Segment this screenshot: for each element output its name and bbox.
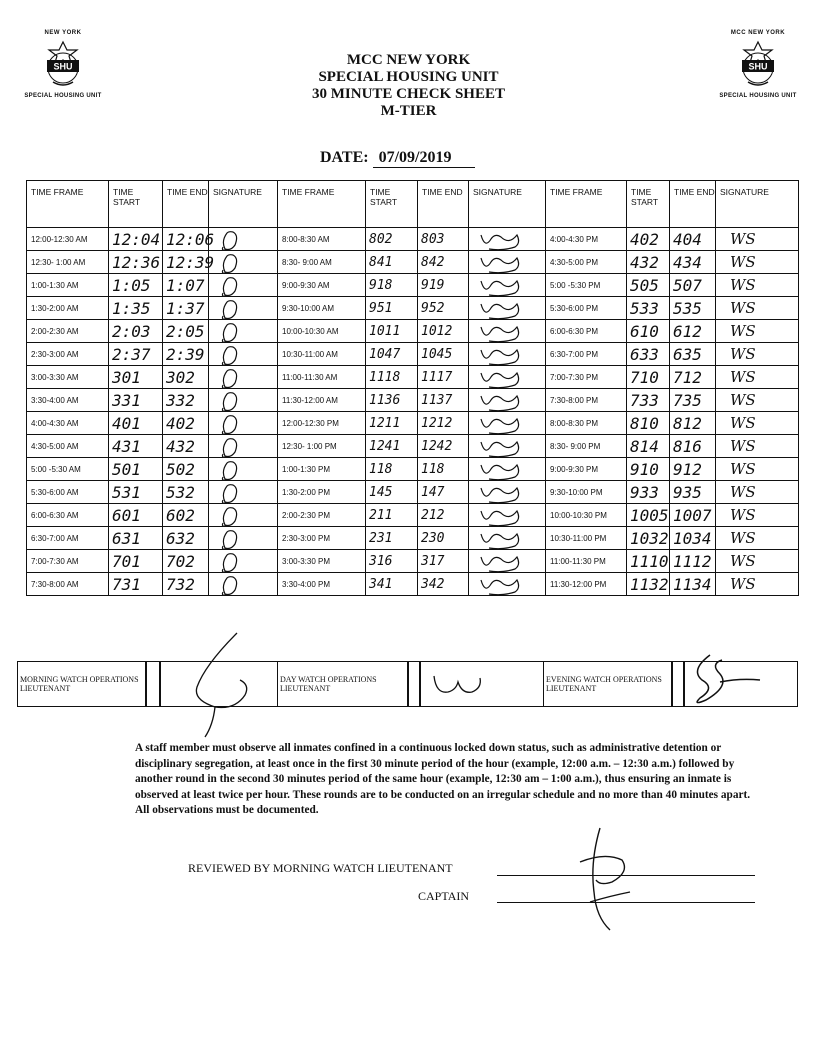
initial-scribble-icon [217,505,247,526]
day-time-end[interactable]: 803 [418,228,469,251]
morning-time-frame: 1:00-1:30 AM [27,274,109,297]
morning-signature-cell[interactable] [209,527,278,550]
evening-time-start[interactable]: 933 [627,481,670,504]
table-row [27,320,799,343]
evening-signature-cell[interactable]: WS [716,550,799,573]
col-header-start: TIME START [109,181,163,228]
table-row [27,412,799,435]
col-header-frame: TIME FRAME [27,181,109,228]
evening-signature-cell[interactable]: WS [716,366,799,389]
morning-time-frame: 6:30-7:00 AM [27,527,109,550]
morning-signature-cell[interactable] [209,366,278,389]
evening-time-end[interactable]: 434 [670,251,716,274]
day-time-start[interactable]: 951 [366,297,418,320]
day-time-frame: 9:30-10:00 AM [278,297,366,320]
logo-right-top-text: MCC NEW YORK [730,30,786,36]
signature-scribble-icon [477,252,525,273]
evening-time-frame: 8:30- 9:00 PM [546,435,627,458]
reviewer-signature-icon [560,822,640,937]
initial-scribble-icon [217,298,247,319]
day-time-start[interactable]: 1011 [366,320,418,343]
morning-time-frame: 2:30-3:00 AM [27,343,109,366]
evening-time-end[interactable]: 507 [670,274,716,297]
morning-time-end[interactable]: 432 [163,435,209,458]
col-header-signature: SIGNATURE [209,181,278,228]
evening-signature-cell[interactable]: WS [716,504,799,527]
signature-scribble-icon [477,505,525,526]
evening-time-end[interactable]: 1034 [670,527,716,550]
morning-signature-cell[interactable] [209,343,278,366]
morning-time-end[interactable]: 332 [163,389,209,412]
day-signature-cell[interactable] [469,458,546,481]
morning-time-start[interactable]: 731 [109,573,163,596]
evening-time-end[interactable]: 1134 [670,573,716,596]
day-time-end[interactable]: 952 [418,297,469,320]
evening-signature-cell[interactable]: WS [716,389,799,412]
day-signature-cell[interactable] [469,435,546,458]
morning-time-start[interactable]: 401 [109,412,163,435]
table-row [27,550,799,573]
day-time-frame: 1:00-1:30 PM [278,458,366,481]
table-row [27,573,799,596]
morning-time-frame: 3:30-4:00 AM [27,389,109,412]
signature-scribble-icon [477,436,525,457]
evening-time-end[interactable]: 1007 [670,504,716,527]
day-time-frame: 2:30-3:00 PM [278,527,366,550]
morning-time-end[interactable]: 402 [163,412,209,435]
evening-time-end[interactable]: 735 [670,389,716,412]
day-time-start[interactable]: 316 [366,550,418,573]
evening-time-start[interactable]: 1005 [627,504,670,527]
day-time-end[interactable]: 230 [418,527,469,550]
initial-scribble-icon [217,528,247,549]
evening-time-frame: 6:30-7:00 PM [546,343,627,366]
initial-scribble-icon [217,436,247,457]
evening-time-end[interactable]: 635 [670,343,716,366]
initial-scribble-icon [217,252,247,273]
evening-time-frame: 9:30-10:00 PM [546,481,627,504]
evening-signature-cell[interactable]: WS [716,458,799,481]
evening-time-end[interactable]: 912 [670,458,716,481]
morning-signature-cell[interactable] [209,573,278,596]
evening-signature-cell[interactable]: WS [716,297,799,320]
morning-time-start[interactable]: 701 [109,550,163,573]
day-signature-cell[interactable] [469,320,546,343]
evening-time-start[interactable]: 432 [627,251,670,274]
evening-time-start[interactable]: 910 [627,458,670,481]
morning-time-start[interactable]: 1:05 [109,274,163,297]
day-signature-cell[interactable] [469,228,546,251]
evening-signature-cell[interactable]: WS [716,573,799,596]
day-time-frame: 11:00-11:30 AM [278,366,366,389]
reviewed-by-label: REVIEWED BY MORNING WATCH LIEUTENANT [188,861,453,875]
day-time-frame: 3:30-4:00 PM [278,573,366,596]
evening-time-end[interactable]: 404 [670,228,716,251]
day-signature-cell[interactable] [469,412,546,435]
initial-scribble-icon [217,321,247,342]
morning-time-start[interactable]: 2:37 [109,343,163,366]
day-time-end[interactable]: 1117 [418,366,469,389]
signature-scribble-icon [477,390,525,411]
morning-time-start[interactable]: 12:04 [109,228,163,251]
logo-right-emblem-text: SHU [748,61,768,72]
evening-lieutenant-signature-icon [680,650,770,710]
evening-time-start[interactable]: 633 [627,343,670,366]
morning-signature-cell[interactable] [209,274,278,297]
morning-time-frame: 4:00-4:30 AM [27,412,109,435]
evening-time-start[interactable]: 1032 [627,527,670,550]
evening-time-end[interactable]: 812 [670,412,716,435]
instructions-paragraph: A staff member must observe all inmates confined in a continuous locked down status, such as administrative detention or disciplinary segregation, at least once in the first 30 minute period of the hour (example, 12:00 a.m. – 12:30 a.m.) followed by another round in the second 30 minutes period of the same hour (example, 12:30 am – 1:00 a.m.), thus ensuring an inmate is observed at least twice per hour. These rounds are to be conducted on an irregular schedule and no more than 40 minutes apart. All observations must be documented. [135,742,751,816]
morning-time-end[interactable]: 12:39 [163,251,209,274]
table-row [27,435,799,458]
day-time-end[interactable]: 118 [418,458,469,481]
initial-scribble-icon [217,367,247,388]
day-time-start[interactable]: 1118 [366,366,418,389]
day-time-frame: 10:30-11:00 AM [278,343,366,366]
day-time-frame: 12:30- 1:00 PM [278,435,366,458]
evening-watch-label: EVENING WATCH OPERATIONS LIEUTENANT [544,662,672,707]
morning-time-end[interactable]: 12:06 [163,228,209,251]
signature-scribble-icon [477,344,525,365]
evening-time-start[interactable]: 505 [627,274,670,297]
morning-time-end[interactable]: 632 [163,527,209,550]
col-header-signature: SIGNATURE [469,181,546,228]
morning-time-frame: 3:00-3:30 AM [27,366,109,389]
morning-signature-cell[interactable] [209,458,278,481]
morning-time-frame: 7:00-7:30 AM [27,550,109,573]
sheet-header [0,52,817,120]
evening-time-start[interactable]: 810 [627,412,670,435]
evening-time-start[interactable]: 610 [627,320,670,343]
date-label: DATE: [320,149,369,166]
morning-signature-cell[interactable] [209,481,278,504]
header-tier: M-TIER [380,103,437,119]
evening-signature-cell[interactable]: WS [716,527,799,550]
signature-scribble-icon [477,528,525,549]
header-line-2: SPECIAL HOUSING UNIT [318,69,499,85]
evening-signature-cell[interactable]: WS [716,251,799,274]
check-sheet-table [26,180,799,596]
morning-time-frame: 5:00 -5:30 AM [27,458,109,481]
morning-time-start[interactable]: 12:36 [109,251,163,274]
evening-time-frame: 10:00-10:30 PM [546,504,627,527]
initial-scribble-icon [217,574,247,595]
morning-signature-cell[interactable] [209,504,278,527]
evening-time-end[interactable]: 1112 [670,550,716,573]
evening-time-start[interactable]: 710 [627,366,670,389]
table-row [27,481,799,504]
day-time-end[interactable]: 1137 [418,389,469,412]
morning-time-frame: 7:30-8:00 AM [27,573,109,596]
signature-scribble-icon [477,321,525,342]
signature-scribble-icon [477,367,525,388]
day-signature-cell[interactable] [469,389,546,412]
day-time-start[interactable]: 1211 [366,412,418,435]
evening-time-end[interactable]: 612 [670,320,716,343]
evening-time-frame: 11:30-12:00 PM [546,573,627,596]
evening-time-start[interactable]: 402 [627,228,670,251]
morning-time-start[interactable]: 2:03 [109,320,163,343]
morning-time-frame: 12:00-12:30 AM [27,228,109,251]
evening-time-frame: 5:00 -5:30 PM [546,274,627,297]
day-signature-cell[interactable] [469,297,546,320]
morning-time-start[interactable]: 501 [109,458,163,481]
evening-time-frame: 11:00-11:30 PM [546,550,627,573]
evening-time-frame: 4:00-4:30 PM [546,228,627,251]
morning-time-end[interactable]: 302 [163,366,209,389]
day-time-start[interactable]: 1241 [366,435,418,458]
day-signature-cell[interactable] [469,481,546,504]
evening-time-frame: 5:30-6:00 PM [546,297,627,320]
day-time-end[interactable]: 317 [418,550,469,573]
day-time-end[interactable]: 147 [418,481,469,504]
day-watch-label: DAY WATCH OPERATIONS LIEUTENANT [278,662,408,707]
day-time-end[interactable]: 1045 [418,343,469,366]
morning-time-frame: 5:30-6:00 AM [27,481,109,504]
table-row [27,228,799,251]
table-row [27,366,799,389]
day-signature-cell[interactable] [469,527,546,550]
date-value: 07/09/2019 [373,149,476,168]
signature-scribble-icon [477,413,525,434]
table-row [27,297,799,320]
day-time-frame: 2:00-2:30 PM [278,504,366,527]
evening-time-end[interactable]: 935 [670,481,716,504]
evening-signature-cell[interactable]: WS [716,435,799,458]
logo-left-bottom-text: SPECIAL HOUSING UNIT [24,93,102,99]
day-time-start[interactable]: 918 [366,274,418,297]
day-time-start[interactable]: 145 [366,481,418,504]
day-signature-cell[interactable] [469,274,546,297]
table-row [27,251,799,274]
day-time-frame: 8:30- 9:00 AM [278,251,366,274]
evening-time-frame: 8:00-8:30 PM [546,412,627,435]
initial-scribble-icon [217,275,247,296]
signature-scribble-icon [477,275,525,296]
signature-scribble-icon [477,551,525,572]
morning-time-frame: 4:30-5:00 AM [27,435,109,458]
evening-time-frame: 10:30-11:00 PM [546,527,627,550]
morning-time-start[interactable]: 301 [109,366,163,389]
col-header-frame: TIME FRAME [546,181,627,228]
morning-signature-cell[interactable] [209,435,278,458]
day-time-end[interactable]: 212 [418,504,469,527]
day-signature-cell[interactable] [469,366,546,389]
logo-right-bottom-text: SPECIAL HOUSING UNIT [719,93,797,99]
day-time-end[interactable]: 919 [418,274,469,297]
date-field [320,149,475,168]
morning-signature-cell[interactable] [209,412,278,435]
logo-left-emblem-text: SHU [53,61,73,72]
day-time-start[interactable]: 802 [366,228,418,251]
signature-scribble-icon [477,574,525,595]
initial-scribble-icon [217,229,247,250]
day-time-frame: 1:30-2:00 PM [278,481,366,504]
table-row [27,389,799,412]
day-time-end[interactable]: 1212 [418,412,469,435]
morning-time-end[interactable]: 1:37 [163,297,209,320]
morning-time-end[interactable]: 602 [163,504,209,527]
signature-scribble-icon [477,229,525,250]
evening-time-start[interactable]: 1110 [627,550,670,573]
day-signature-cell[interactable] [469,504,546,527]
day-signature-cell[interactable] [469,573,546,596]
day-time-frame: 10:00-10:30 AM [278,320,366,343]
table-row [27,274,799,297]
header-line-1: MCC NEW YORK [346,52,471,68]
initial-scribble-icon [217,413,247,434]
morning-time-start[interactable]: 1:35 [109,297,163,320]
day-time-start[interactable]: 1136 [366,389,418,412]
day-time-start[interactable]: 211 [366,504,418,527]
morning-lieutenant-signature-icon [175,625,285,740]
morning-time-start[interactable]: 431 [109,435,163,458]
morning-time-end[interactable]: 1:07 [163,274,209,297]
day-time-start[interactable]: 1047 [366,343,418,366]
header-line-3: 30 MINUTE CHECK SHEET [312,86,505,102]
table-row [27,343,799,366]
day-time-frame: 9:00-9:30 AM [278,274,366,297]
evening-time-frame: 6:00-6:30 PM [546,320,627,343]
day-time-frame: 8:00-8:30 AM [278,228,366,251]
col-header-start: TIME START [627,181,670,228]
initial-scribble-icon [217,482,247,503]
signature-scribble-icon [477,482,525,503]
initial-scribble-icon [217,459,247,480]
day-time-end[interactable]: 842 [418,251,469,274]
morning-time-end[interactable]: 502 [163,458,209,481]
morning-time-start[interactable]: 531 [109,481,163,504]
col-header-end: TIME END [418,181,469,228]
evening-signature-cell[interactable]: WS [716,274,799,297]
col-header-frame: TIME FRAME [278,181,366,228]
logo-left-top-text: NEW YORK [44,30,82,36]
evening-time-start[interactable]: 733 [627,389,670,412]
initial-scribble-icon [217,551,247,572]
morning-time-end[interactable]: 532 [163,481,209,504]
evening-time-end[interactable]: 712 [670,366,716,389]
signature-scribble-icon [477,459,525,480]
day-time-start[interactable]: 231 [366,527,418,550]
col-header-end: TIME END [163,181,209,228]
morning-signature-cell[interactable] [209,228,278,251]
evening-time-end[interactable]: 816 [670,435,716,458]
day-time-start[interactable]: 841 [366,251,418,274]
day-time-start[interactable]: 118 [366,458,418,481]
morning-signature-cell[interactable] [209,320,278,343]
evening-signature-cell[interactable]: WS [716,343,799,366]
day-signature-cell[interactable] [469,343,546,366]
morning-time-end[interactable]: 2:05 [163,320,209,343]
day-time-end[interactable]: 1242 [418,435,469,458]
day-time-start[interactable]: 341 [366,573,418,596]
morning-signature-cell[interactable] [209,297,278,320]
col-header-end: TIME END [670,181,716,228]
evening-time-frame: 7:00-7:30 PM [546,366,627,389]
table-row [27,458,799,481]
day-time-frame: 12:00-12:30 PM [278,412,366,435]
evening-time-frame: 7:30-8:00 PM [546,389,627,412]
morning-signature-cell[interactable] [209,389,278,412]
table-row [27,527,799,550]
captain-label: CAPTAIN [418,889,470,903]
morning-signature-cell[interactable] [209,251,278,274]
morning-time-end[interactable]: 702 [163,550,209,573]
evening-time-start[interactable]: 533 [627,297,670,320]
day-signature-cell[interactable] [469,550,546,573]
evening-time-end[interactable]: 535 [670,297,716,320]
morning-time-start[interactable]: 631 [109,527,163,550]
morning-watch-label: MORNING WATCH OPERATIONS LIEUTENANT [18,662,146,707]
evening-time-start[interactable]: 1132 [627,573,670,596]
col-header-signature: SIGNATURE [716,181,799,228]
day-time-end[interactable]: 1012 [418,320,469,343]
morning-time-frame: 6:00-6:30 AM [27,504,109,527]
day-time-frame: 3:00-3:30 PM [278,550,366,573]
day-time-end[interactable]: 342 [418,573,469,596]
morning-time-frame: 12:30- 1:00 AM [27,251,109,274]
evening-signature-cell[interactable]: WS [716,481,799,504]
morning-time-end[interactable]: 732 [163,573,209,596]
day-time-frame: 11:30-12:00 AM [278,389,366,412]
morning-time-start[interactable]: 331 [109,389,163,412]
morning-time-frame: 1:30-2:00 AM [27,297,109,320]
initial-scribble-icon [217,390,247,411]
day-signature-cell[interactable] [469,251,546,274]
morning-time-frame: 2:00-2:30 AM [27,320,109,343]
day-lieutenant-signature-icon [430,670,490,700]
evening-signature-cell[interactable]: WS [716,412,799,435]
evening-signature-cell[interactable]: WS [716,228,799,251]
evening-time-frame: 4:30-5:00 PM [546,251,627,274]
col-header-start: TIME START [366,181,418,228]
table-header-row [27,181,799,228]
evening-signature-cell[interactable]: WS [716,320,799,343]
morning-time-start[interactable]: 601 [109,504,163,527]
evening-time-start[interactable]: 814 [627,435,670,458]
morning-time-end[interactable]: 2:39 [163,343,209,366]
morning-signature-cell[interactable] [209,550,278,573]
evening-time-frame: 9:00-9:30 PM [546,458,627,481]
signature-scribble-icon [477,298,525,319]
table-row [27,504,799,527]
initial-scribble-icon [217,344,247,365]
